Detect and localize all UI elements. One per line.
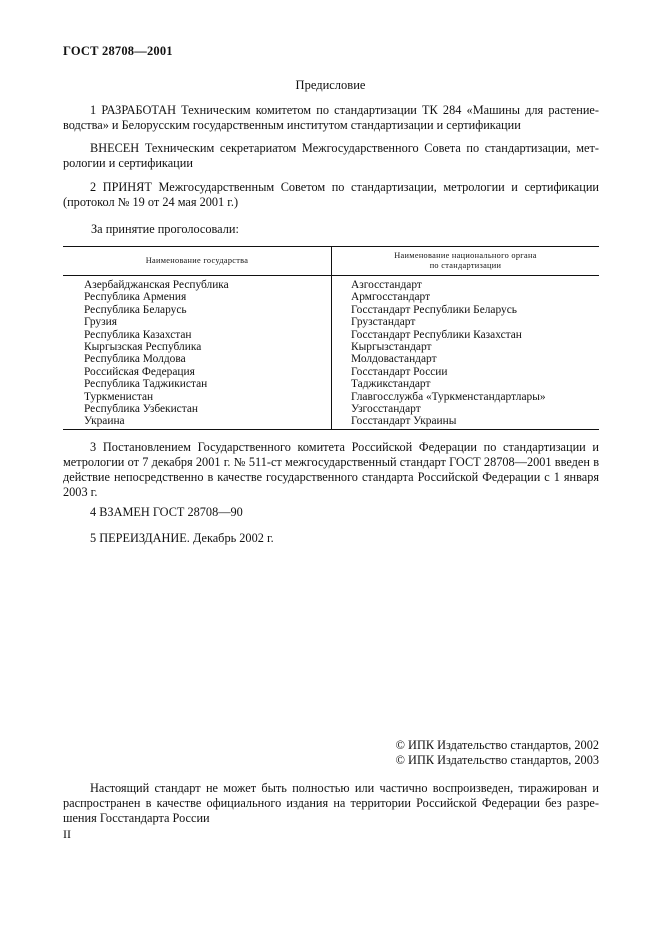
section-title: Предисловие	[295, 78, 366, 92]
copyright-line-2003: © ИПК Издательство стандартов, 2003	[395, 753, 599, 767]
reproduction-notice	[63, 781, 599, 826]
voting-table	[63, 246, 599, 430]
reproduction-notice-text: Настоящий стандарт не может быть полностью или частично воспроизведен, тиражирован и распространен в качестве официального издания на территории Российской Федерации без разрешения Госстандарта России	[63, 781, 599, 825]
table-cell-state: Украина	[84, 415, 125, 428]
table-cell-body: Кыргызстандарт	[351, 341, 432, 354]
paragraph-introduced-text: ВНЕСЕН Техническим секретариатом Межгосударственного Совета по стандартизации, метрологии и сертификации	[63, 141, 599, 170]
paragraph-resolution	[63, 440, 599, 500]
table-cell-state: Туркменистан	[84, 390, 154, 403]
copyright-line-2002: © ИПК Издательство стандартов, 2002	[395, 738, 599, 752]
copyright-block	[300, 738, 599, 768]
table-cell-body: Госстандарт Республики Казахстан	[351, 328, 522, 341]
page-number: II	[63, 827, 71, 841]
table-cell-state: Грузия	[84, 316, 117, 329]
table-cell-body: Грузстандарт	[351, 316, 416, 329]
table-cell-body: Молдовастандарт	[351, 353, 437, 366]
table-cell-body: Госстандарт Украины	[351, 415, 457, 428]
table-header-state	[63, 247, 331, 275]
table-cell-body: Армгосстандарт	[351, 291, 431, 304]
document-code-header: ГОСТ 28708—2001	[63, 44, 173, 58]
table-cell-state: Республика Таджикистан	[84, 378, 208, 391]
table-cell-body: Госстандарт России	[351, 365, 448, 378]
paragraph-introduced	[63, 141, 599, 171]
table-cell-state: Республика Беларусь	[84, 303, 187, 316]
table-cell-state: Российская Федерация	[84, 365, 195, 378]
table-cell-state: Республика Казахстан	[84, 328, 192, 341]
paragraph-resolution-text: 3 Постановлением Государственного комитета Российской Федерации по стандартизации и метрологии от 7 декабря 2001 г. № 511-ст межгосударственный стандарт ГОСТ 28708—2001 введен в действие непосредственно в качестве государственного стандарта Российской Федерации с 1 января 2003 г.	[63, 440, 599, 499]
table-cell-state: Кыргызская Республика	[84, 341, 202, 354]
paragraph-developed-text: 1 РАЗРАБОТАН Техническим комитетом по стандартизации ТК 284 «Машины для растениеводства» и Белорусским государственным институтом стандартизации и сертификации	[63, 103, 599, 132]
table-cell-state: Азербайджанская Республика	[84, 279, 229, 291]
paragraph-adopted-text: 2 ПРИНЯТ Межгосударственным Советом по стандартизации, метрологии и сертификации (протокол № 19 от 24 мая 2001 г.)	[63, 180, 599, 209]
voted-label: За принятие проголосовали:	[91, 222, 239, 236]
table-header-body	[332, 247, 599, 275]
table-cell-body: Азгосстандарт	[351, 279, 422, 291]
table-cell-state: Республика Армения	[84, 291, 187, 304]
table-header-state-text: Наименование государства	[145, 256, 249, 265]
table-cell-state: Республика Молдова	[84, 353, 186, 366]
table-column-states	[84, 279, 324, 428]
table-cell-body: Госстандарт Республики Беларусь	[351, 303, 517, 316]
table-cell-body: Главгосслужба «Туркменстандартлары»	[351, 390, 546, 403]
paragraph-adopted	[63, 180, 599, 210]
paragraph-replaces-text: 4 ВЗАМЕН ГОСТ 28708—90	[90, 505, 243, 519]
paragraph-reissue	[63, 531, 599, 546]
paragraph-reissue-text: 5 ПЕРЕИЗДАНИЕ. Декабрь 2002 г.	[90, 531, 274, 545]
table-column-bodies	[351, 279, 596, 428]
paragraph-replaces	[63, 505, 599, 520]
table-cell-body: Таджикстандарт	[351, 378, 431, 391]
table-header-body-line1: Наименование национального органа	[394, 251, 537, 260]
table-cell-body: Узгосстандарт	[351, 403, 421, 416]
table-cell-state: Республика Узбекистан	[84, 403, 198, 416]
paragraph-developed	[63, 103, 599, 133]
table-header-body-line2: по стандартизации	[429, 261, 502, 270]
